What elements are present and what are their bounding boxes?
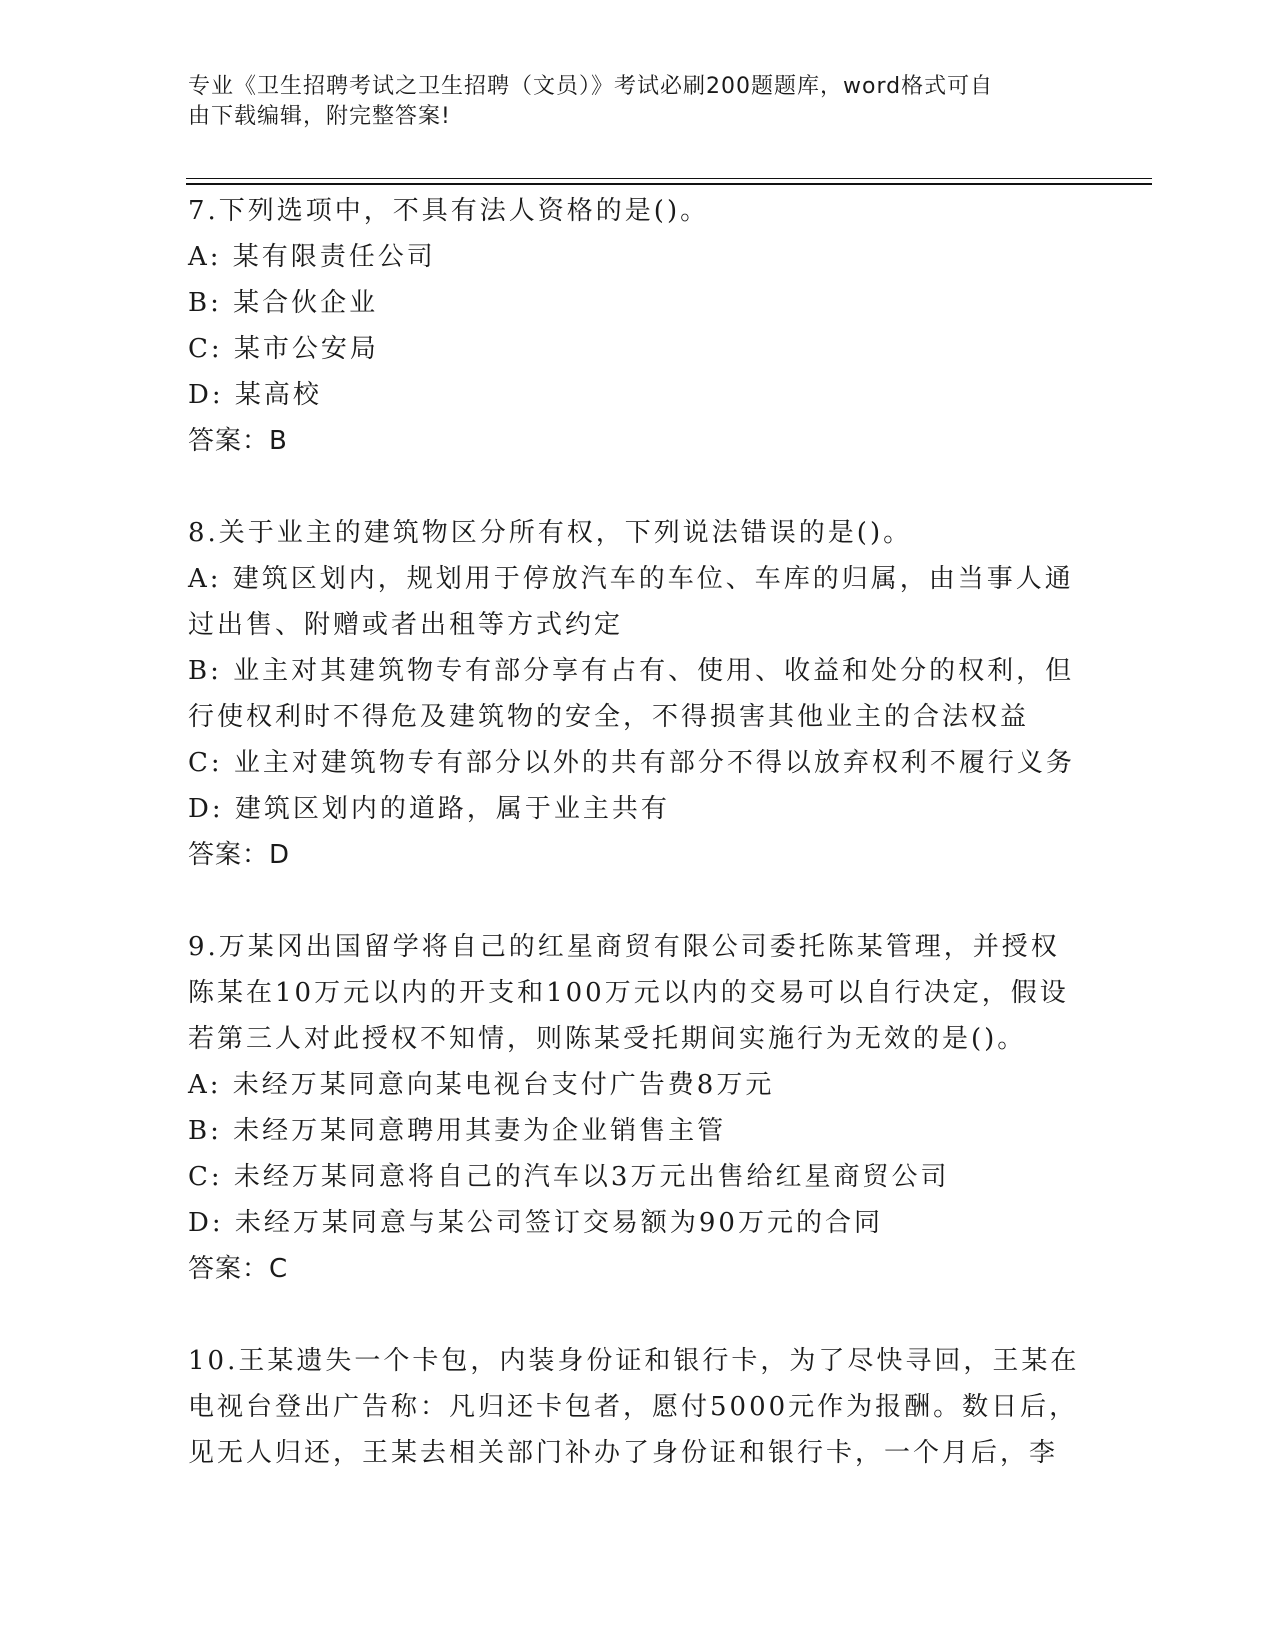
option-b: B: 业主对其建筑物专有部分享有占有、使用、收益和处分的权利，但 <box>188 656 1075 686</box>
question-stem-continued: 见无人归还，王某去相关部门补办了身份证和银行卡，一个月后，李 <box>188 1438 1059 1468</box>
option-a: A: 未经万某同意向某电视台支付广告费8万元 <box>188 1070 775 1100</box>
header-line-1: 专业《卫生招聘考试之卫生招聘（文员）》考试必刷200题题库，word格式可自 <box>188 74 994 99</box>
option-d: D: 建筑区划内的道路，属于业主共有 <box>188 794 670 824</box>
question-spacer <box>188 1292 1088 1338</box>
question-list <box>188 188 1088 1476</box>
option-c: C: 未经万某同意将自己的汽车以3万元出售给红星商贸公司 <box>188 1162 950 1192</box>
question-8 <box>188 510 1088 878</box>
document-header <box>188 72 1068 132</box>
question-stem-continued: 电视台登出广告称：凡归还卡包者，愿付5000元作为报酬。数日后， <box>188 1392 1079 1422</box>
question-stem: 7.下列选项中，不具有法人资格的是()。 <box>188 196 710 226</box>
option-a: A: 某有限责任公司 <box>188 242 436 272</box>
option-d: D: 某高校 <box>188 380 322 410</box>
question-spacer <box>188 878 1088 924</box>
option-c: C: 某市公安局 <box>188 334 379 364</box>
header-line-2: 由下载编辑，附完整答案! <box>188 104 451 129</box>
option-d: D: 未经万某同意与某公司签订交易额为90万元的合同 <box>188 1208 883 1238</box>
question-stem-continued: 陈某在10万元以内的开支和100万元以内的交易可以自行决定，假设 <box>188 978 1069 1008</box>
question-stem-continued: 若第三人对此授权不知情，则陈某受托期间实施行为无效的是()。 <box>188 1024 1027 1054</box>
option-b-continued: 行使权利时不得危及建筑物的安全，不得损害其他业主的合法权益 <box>188 702 1030 732</box>
option-a-continued: 过出售、附赠或者出租等方式约定 <box>188 610 624 640</box>
question-9 <box>188 924 1088 1292</box>
question-stem: 9.万某冈出国留学将自己的红星商贸有限公司委托陈某管理，并授权 <box>188 932 1060 962</box>
question-7 <box>188 188 1088 464</box>
question-10 <box>188 1338 1088 1476</box>
answer-line: 答案：B <box>188 426 288 456</box>
question-spacer <box>188 464 1088 510</box>
option-a: A: 建筑区划内，规划用于停放汽车的车位、车库的归属，由当事人通 <box>188 564 1074 594</box>
header-divider-thin <box>186 178 1152 179</box>
header-divider-thick <box>186 183 1152 185</box>
answer-line: 答案：C <box>188 1254 289 1284</box>
question-stem: 8.关于业主的建筑物区分所有权，下列说法错误的是()。 <box>188 518 913 548</box>
question-stem: 10.王某遗失一个卡包，内装身份证和银行卡，为了尽快寻回，王某在 <box>188 1346 1080 1376</box>
option-b: B: 某合伙企业 <box>188 288 379 318</box>
answer-line: 答案：D <box>188 840 291 870</box>
option-c: C: 业主对建筑物专有部分以外的共有部分不得以放弃权利不履行义务 <box>188 748 1075 778</box>
option-b: B: 未经万某同意聘用其妻为企业销售主管 <box>188 1116 727 1146</box>
